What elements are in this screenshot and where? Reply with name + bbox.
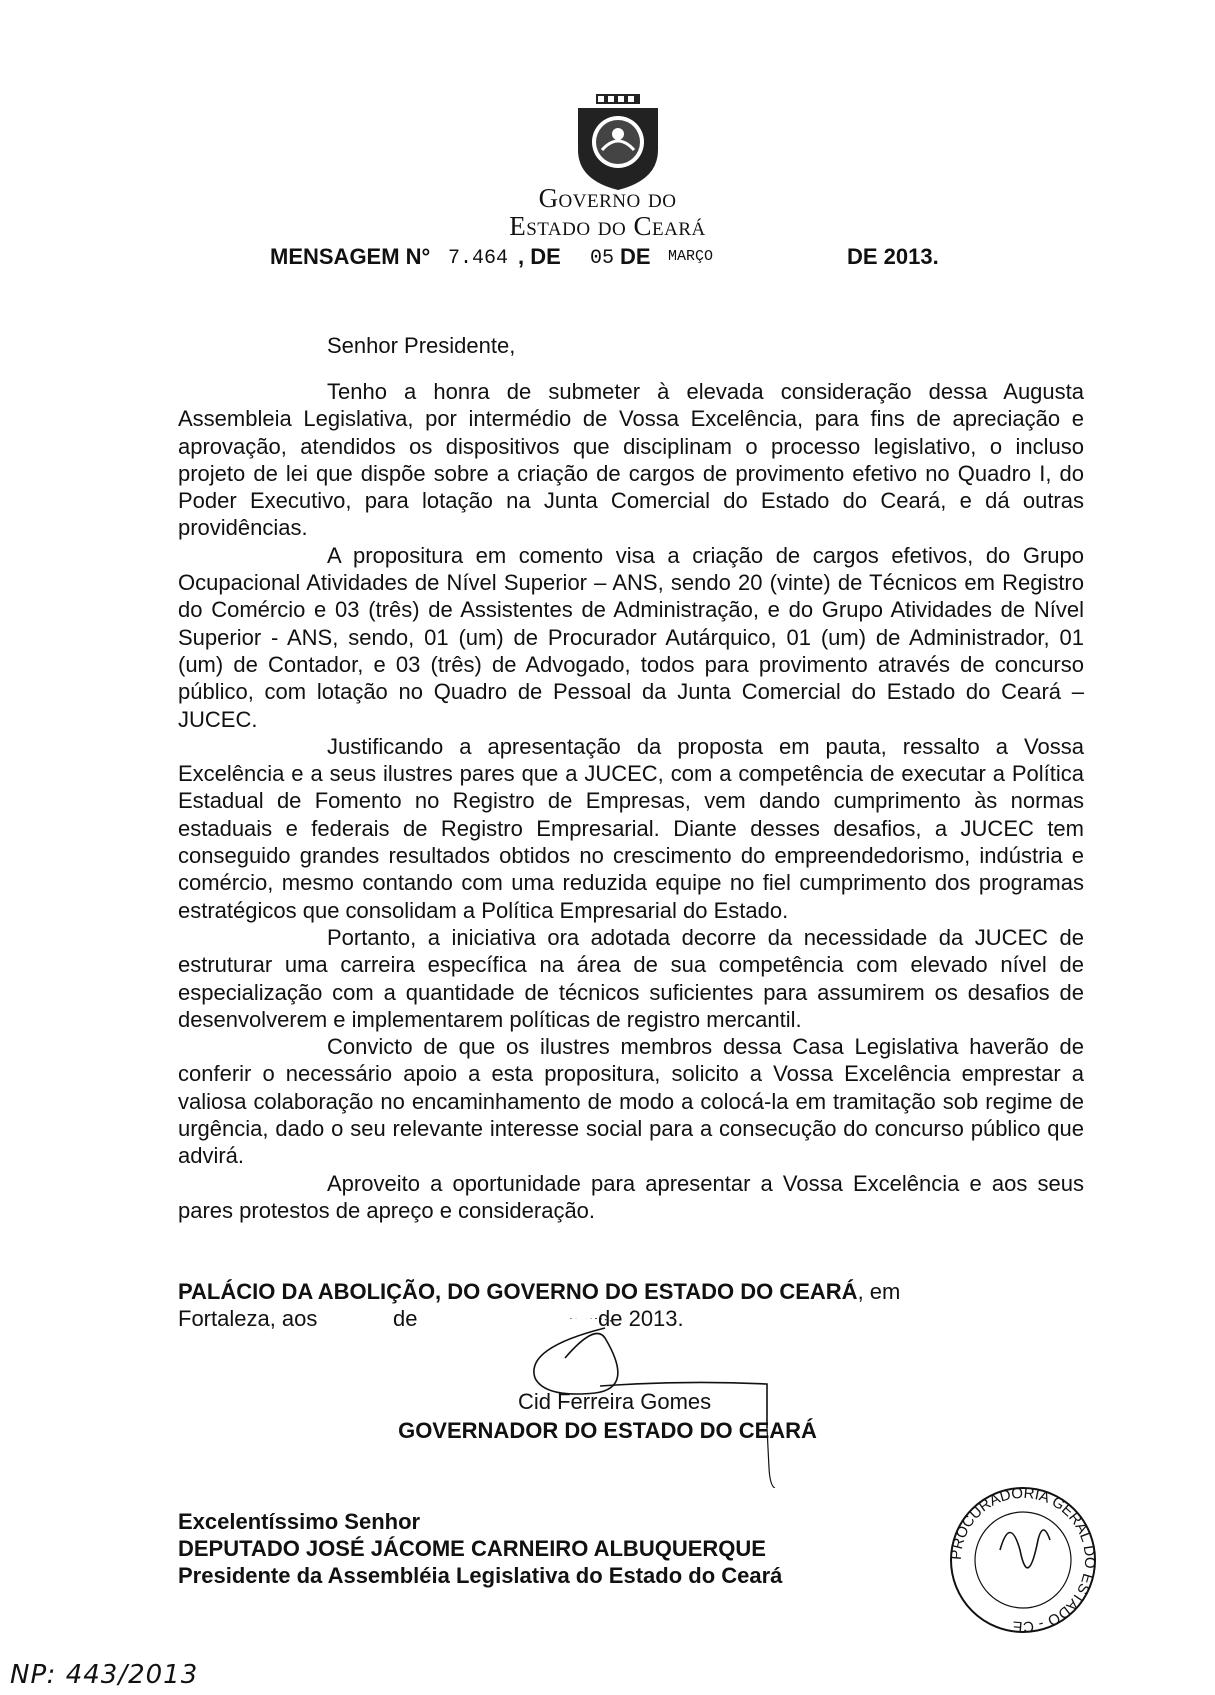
paragraph: Portanto, a iniciativa ora adotada decorre da necessidade da JUCEC de estruturar uma carreira específica na área de sua competência com elevado nível de especialização com a quantidade de técnicos suficientes para assumirem os desafios de desenvolverem e implementarem políticas de registro mercantil. [178, 924, 1084, 1032]
message-day: 05 [590, 247, 615, 270]
addressee-line2: DEPUTADO JOSÉ JÁCOME CARNEIRO ALBUQUERQUE [178, 1536, 766, 1561]
paragraph: Convicto de que os ilustres membros dessa Casa Legislativa haverão de conferir o necessário apoio a esta propositura, solicito a Vossa Excelência emprestar a valiosa colaboração no encaminhamento de modo a colocá-la em tramitação sob regime de urgência, dado o seu relevante interesse social para a consecução do concurso público que advirá. [178, 1034, 1084, 1169]
date-de2: de 2013. [598, 1306, 684, 1331]
message-prefix: MENSAGEM N° [270, 244, 431, 269]
message-number-line [270, 244, 1030, 274]
signatory-title: GOVERNADOR DO ESTADO DO CEARÁ [398, 1418, 817, 1443]
message-de1: , DE [518, 244, 561, 269]
paragraph: Tenho a honra de submeter à elevada consideração dessa Augusta Assembleia Legislativa, por intermédio de Vossa Excelência, para fins de apreciação e aprovação, atendidos os dispositivos que disciplinam o processo legislativo, o incluso projeto de lei que dispõe sobre a criação de cargos de provimento efetivo no Quadro I, do Poder Executivo, para lotação na Junta Comercial do Estado do Ceará, e dá outras providências. [178, 379, 1084, 541]
addressee-line1: Excelentíssimo Senhor [178, 1509, 421, 1534]
paragraph: Justificando a apresentação da proposta em pauta, ressalto a Vossa Excelência e a seus ilustres pares que a JUCEC, com a competência de executar a Política Estadual de Fomento no Registro de Empresas, vem dando cumprimento às normas estaduais e federais de Registro Empresarial. Diante desses desafios, a JUCEC tem conseguido grandes resultados obtidos no crescimento do empreendedorismo, indústria e comércio, mesmo contando com uma reduzida equipe no fiel cumprimento dos programas estratégicos que consolidam a Política Empresarial do Estado. [178, 733, 1084, 923]
message-month: MARÇO [668, 248, 714, 265]
palace-line: PALÁCIO DA ABOLIÇÃO, DO GOVERNO DO ESTADO DO CEARÁ [178, 1279, 858, 1304]
message-body [178, 378, 1084, 1224]
message-year: DE 2013. [847, 244, 939, 269]
message-de2: DE [620, 244, 651, 269]
message-number: 7.464 [448, 247, 509, 270]
addressee-line3: Presidente da Assembléia Legislativa do Estado do Ceará [178, 1563, 783, 1588]
paragraph: A propositura em comento visa a criação de cargos efetivos, do Grupo Ocupacional Atividades de Nível Superior – ANS, sendo 20 (vinte) de Técnicos em Registro do Comércio e 03 (três) de Assistentes de Administração, e do Grupo Atividades de Nível Superior - ANS, sendo, 01 (um) de Procurador Autárquico, 01 (um) de Administrador, 01 (um) de Contador, e 03 (três) de Advogado, todos para provimento através de concurso público, com lotação no Quadro de Pessoal da Junta Comercial do Estado do Ceará – JUCEC. [178, 542, 1084, 732]
header-government: Governo do [538, 183, 677, 213]
stamp-text: PROCURADORIA GERAL DO ESTADO - CE [947, 1484, 1099, 1636]
header-state: Estado do Ceará [509, 211, 706, 241]
handwritten-note: NP: 443/2013 [10, 1660, 199, 1690]
addressee-block [178, 1508, 782, 1589]
protocol-stamp [938, 1480, 1108, 1640]
palace-em: , em [857, 1279, 901, 1304]
fortaleza-label: Fortaleza, aos [178, 1306, 318, 1331]
date-de1: de [393, 1306, 418, 1331]
salutation: Senhor Presidente, [327, 333, 516, 358]
signatory-name: Cid Ferreira Gomes [518, 1389, 712, 1414]
state-crest-icon [558, 92, 678, 192]
paragraph: Aproveito a oportunidade para apresentar a Vossa Excelência e aos seus pares protestos de apreço e consideração. [178, 1170, 1084, 1223]
